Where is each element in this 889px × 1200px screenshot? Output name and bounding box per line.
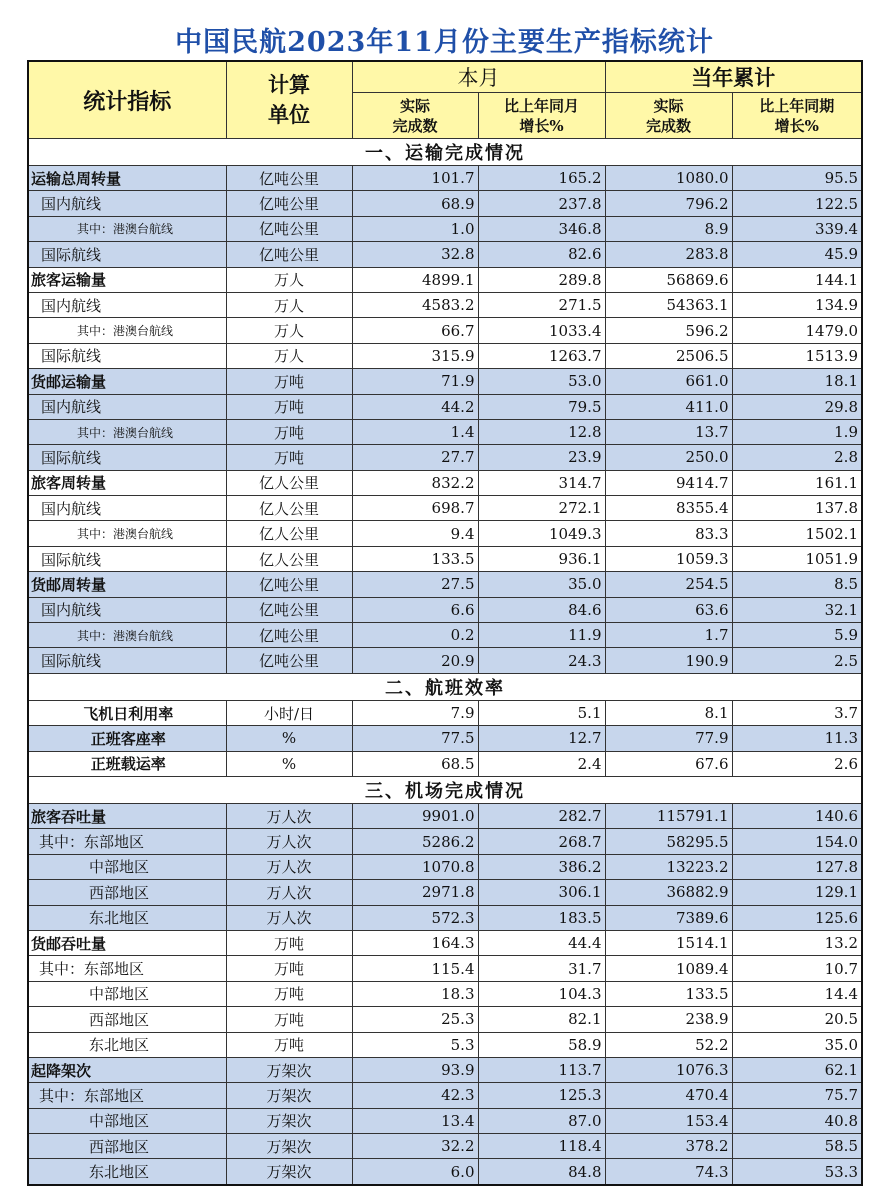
month-actual-cell: 25.3 — [352, 1007, 478, 1032]
month-growth-cell: 1033.4 — [478, 318, 605, 343]
unit-cell: 亿吨公里 — [226, 648, 352, 673]
month-actual-cell: 1070.8 — [352, 854, 478, 879]
month-growth-cell: 386.2 — [478, 854, 605, 879]
ytd-growth-cell: 1.9 — [732, 419, 862, 444]
ytd-growth-cell: 95.5 — [732, 166, 862, 191]
indicator-cell: 东北地区 — [28, 1159, 226, 1185]
ytd-actual-cell: 13.7 — [605, 419, 732, 444]
indicator-cell: 国际航线 — [28, 343, 226, 368]
ytd-growth-cell: 144.1 — [732, 267, 862, 292]
ytd-growth-cell: 18.1 — [732, 369, 862, 394]
unit-cell: 万架次 — [226, 1134, 352, 1159]
ytd-actual-cell: 190.9 — [605, 648, 732, 673]
month-actual-cell: 27.5 — [352, 572, 478, 597]
unit-cell: 万人次 — [226, 905, 352, 930]
table-row — [28, 267, 862, 292]
unit-cell: 亿吨公里 — [226, 242, 352, 267]
header-month-actual-line1: 实际 — [399, 96, 430, 115]
table-row — [28, 1057, 862, 1082]
month-growth-cell: 87.0 — [478, 1108, 605, 1133]
indicator-cell: 运输总周转量 — [28, 166, 226, 191]
unit-cell: 万吨 — [226, 419, 352, 444]
header-month-actual-line2: 完成数 — [392, 116, 438, 135]
table-row — [28, 854, 862, 879]
month-growth-cell: 282.7 — [478, 803, 605, 828]
ytd-growth-cell: 32.1 — [732, 597, 862, 622]
ytd-growth-cell: 45.9 — [732, 242, 862, 267]
unit-cell: 小时/日 — [226, 700, 352, 725]
unit-cell: 万吨 — [226, 445, 352, 470]
section-header-row — [28, 139, 862, 166]
ytd-actual-cell: 470.4 — [605, 1083, 732, 1108]
ytd-growth-cell: 5.9 — [732, 623, 862, 648]
ytd-actual-cell: 153.4 — [605, 1108, 732, 1133]
indicator-cell: 其中：港澳台航线 — [28, 419, 226, 444]
indicator-cell: 正班载运率 — [28, 751, 226, 776]
indicator-cell: 飞机日利用率 — [28, 700, 226, 725]
unit-cell: 万吨 — [226, 1032, 352, 1057]
table-row — [28, 880, 862, 905]
unit-cell: 万人 — [226, 292, 352, 317]
month-growth-cell: 314.7 — [478, 470, 605, 495]
ytd-actual-cell: 36882.9 — [605, 880, 732, 905]
month-growth-cell: 272.1 — [478, 496, 605, 521]
header-ytd-growth-line1: 比上年同期 — [759, 96, 835, 115]
table-row — [28, 1007, 862, 1032]
unit-cell: 亿吨公里 — [226, 597, 352, 622]
month-actual-cell: 4583.2 — [352, 292, 478, 317]
ytd-growth-cell: 10.7 — [732, 956, 862, 981]
table-row — [28, 521, 862, 546]
unit-cell: 万吨 — [226, 981, 352, 1006]
unit-cell: 万人 — [226, 267, 352, 292]
ytd-actual-cell: 74.3 — [605, 1159, 732, 1185]
unit-cell: 万人次 — [226, 829, 352, 854]
unit-cell: 亿人公里 — [226, 496, 352, 521]
ytd-growth-cell: 127.8 — [732, 854, 862, 879]
month-growth-cell: 346.8 — [478, 216, 605, 241]
ytd-growth-cell: 2.8 — [732, 445, 862, 470]
table-row — [28, 292, 862, 317]
unit-cell: 万架次 — [226, 1083, 352, 1108]
month-actual-cell: 5.3 — [352, 1032, 478, 1057]
month-actual-cell: 9901.0 — [352, 803, 478, 828]
indicator-cell: 其中：东部地区 — [28, 956, 226, 981]
table-row — [28, 803, 862, 828]
ytd-actual-cell: 238.9 — [605, 1007, 732, 1032]
ytd-actual-cell: 58295.5 — [605, 829, 732, 854]
month-growth-cell: 2.4 — [478, 751, 605, 776]
table-row — [28, 751, 862, 776]
month-actual-cell: 315.9 — [352, 343, 478, 368]
unit-cell: 亿吨公里 — [226, 191, 352, 216]
indicator-cell: 中部地区 — [28, 981, 226, 1006]
month-growth-cell: 104.3 — [478, 981, 605, 1006]
month-actual-cell: 93.9 — [352, 1057, 478, 1082]
ytd-growth-cell: 11.3 — [732, 726, 862, 751]
ytd-actual-cell: 378.2 — [605, 1134, 732, 1159]
header-month-actual — [352, 93, 478, 139]
table-row — [28, 1108, 862, 1133]
unit-cell: 万架次 — [226, 1057, 352, 1082]
ytd-actual-cell: 133.5 — [605, 981, 732, 1006]
month-growth-cell: 84.8 — [478, 1159, 605, 1185]
ytd-actual-cell: 411.0 — [605, 394, 732, 419]
month-growth-cell: 1049.3 — [478, 521, 605, 546]
month-actual-cell: 44.2 — [352, 394, 478, 419]
indicator-cell: 其中：东部地区 — [28, 829, 226, 854]
ytd-growth-cell: 58.5 — [732, 1134, 862, 1159]
indicator-cell: 中部地区 — [28, 854, 226, 879]
table-row — [28, 445, 862, 470]
ytd-actual-cell: 1076.3 — [605, 1057, 732, 1082]
ytd-actual-cell: 661.0 — [605, 369, 732, 394]
indicator-cell: 其中：港澳台航线 — [28, 216, 226, 241]
month-actual-cell: 164.3 — [352, 930, 478, 955]
indicator-cell: 国际航线 — [28, 546, 226, 571]
indicator-cell: 其中：港澳台航线 — [28, 318, 226, 343]
ytd-actual-cell: 83.3 — [605, 521, 732, 546]
section-header-row — [28, 673, 862, 700]
month-growth-cell: 53.0 — [478, 369, 605, 394]
month-actual-cell: 1.0 — [352, 216, 478, 241]
ytd-growth-cell: 29.8 — [732, 394, 862, 419]
ytd-actual-cell: 254.5 — [605, 572, 732, 597]
month-actual-cell: 77.5 — [352, 726, 478, 751]
section-header-row — [28, 776, 862, 803]
table-row — [28, 242, 862, 267]
indicator-cell: 国内航线 — [28, 496, 226, 521]
month-growth-cell: 79.5 — [478, 394, 605, 419]
header-ytd: 当年累计 — [605, 61, 862, 93]
unit-cell: 万人 — [226, 318, 352, 343]
indicator-cell: 其中：港澳台航线 — [28, 521, 226, 546]
ytd-growth-cell: 1502.1 — [732, 521, 862, 546]
unit-cell: 万人次 — [226, 880, 352, 905]
unit-cell: 亿人公里 — [226, 546, 352, 571]
ytd-actual-cell: 77.9 — [605, 726, 732, 751]
ytd-growth-cell: 339.4 — [732, 216, 862, 241]
indicator-cell: 西部地区 — [28, 880, 226, 905]
ytd-actual-cell: 250.0 — [605, 445, 732, 470]
indicator-cell: 中部地区 — [28, 1108, 226, 1133]
month-actual-cell: 4899.1 — [352, 267, 478, 292]
table-row — [28, 546, 862, 571]
month-actual-cell: 698.7 — [352, 496, 478, 521]
unit-cell: 万人 — [226, 343, 352, 368]
unit-cell: 万人次 — [226, 854, 352, 879]
month-actual-cell: 6.6 — [352, 597, 478, 622]
table-row — [28, 1083, 862, 1108]
month-growth-cell: 82.6 — [478, 242, 605, 267]
ytd-growth-cell: 75.7 — [732, 1083, 862, 1108]
ytd-growth-cell: 3.7 — [732, 700, 862, 725]
month-growth-cell: 44.4 — [478, 930, 605, 955]
month-actual-cell: 1.4 — [352, 419, 478, 444]
unit-cell: 万人次 — [226, 803, 352, 828]
indicator-cell: 国际航线 — [28, 242, 226, 267]
ytd-actual-cell: 63.6 — [605, 597, 732, 622]
table-row — [28, 191, 862, 216]
month-actual-cell: 68.5 — [352, 751, 478, 776]
table-row — [28, 496, 862, 521]
table-row — [28, 216, 862, 241]
ytd-actual-cell: 1080.0 — [605, 166, 732, 191]
month-actual-cell: 2971.8 — [352, 880, 478, 905]
ytd-actual-cell: 115791.1 — [605, 803, 732, 828]
indicator-cell: 起降架次 — [28, 1057, 226, 1082]
section-title: 一、运输完成情况 — [28, 139, 862, 166]
indicator-cell: 国际航线 — [28, 648, 226, 673]
ytd-growth-cell: 161.1 — [732, 470, 862, 495]
month-actual-cell: 32.8 — [352, 242, 478, 267]
month-growth-cell: 936.1 — [478, 546, 605, 571]
month-growth-cell: 268.7 — [478, 829, 605, 854]
month-actual-cell: 18.3 — [352, 981, 478, 1006]
month-actual-cell: 115.4 — [352, 956, 478, 981]
ytd-growth-cell: 14.4 — [732, 981, 862, 1006]
ytd-growth-cell: 2.6 — [732, 751, 862, 776]
month-actual-cell: 6.0 — [352, 1159, 478, 1185]
unit-cell: 万吨 — [226, 956, 352, 981]
ytd-actual-cell: 596.2 — [605, 318, 732, 343]
ytd-actual-cell: 1059.3 — [605, 546, 732, 571]
ytd-actual-cell: 67.6 — [605, 751, 732, 776]
ytd-growth-cell: 125.6 — [732, 905, 862, 930]
month-actual-cell: 5286.2 — [352, 829, 478, 854]
statistics-table — [27, 60, 863, 1186]
header-month-growth-line2: 增长% — [519, 116, 564, 135]
unit-cell: % — [226, 726, 352, 751]
ytd-actual-cell: 283.8 — [605, 242, 732, 267]
unit-cell: 万吨 — [226, 394, 352, 419]
table-row — [28, 419, 862, 444]
month-actual-cell: 7.9 — [352, 700, 478, 725]
table-row — [28, 829, 862, 854]
month-actual-cell: 71.9 — [352, 369, 478, 394]
header-ytd-actual-line1: 实际 — [653, 96, 684, 115]
unit-cell: 亿吨公里 — [226, 166, 352, 191]
month-growth-cell: 5.1 — [478, 700, 605, 725]
table-row — [28, 623, 862, 648]
unit-cell: 万架次 — [226, 1108, 352, 1133]
table-row — [28, 930, 862, 955]
indicator-cell: 国内航线 — [28, 191, 226, 216]
month-growth-cell: 11.9 — [478, 623, 605, 648]
table-row — [28, 726, 862, 751]
indicator-cell: 国内航线 — [28, 597, 226, 622]
month-actual-cell: 66.7 — [352, 318, 478, 343]
month-actual-cell: 20.9 — [352, 648, 478, 673]
ytd-actual-cell: 7389.6 — [605, 905, 732, 930]
table-row — [28, 905, 862, 930]
unit-cell: 亿吨公里 — [226, 623, 352, 648]
ytd-actual-cell: 1514.1 — [605, 930, 732, 955]
header-month-growth-line1: 比上年同月 — [503, 96, 579, 115]
table-row — [28, 1032, 862, 1057]
ytd-growth-cell: 53.3 — [732, 1159, 862, 1185]
unit-cell: 万吨 — [226, 1007, 352, 1032]
month-growth-cell: 12.8 — [478, 419, 605, 444]
ytd-actual-cell: 54363.1 — [605, 292, 732, 317]
month-growth-cell: 1263.7 — [478, 343, 605, 368]
header-month-growth — [478, 93, 605, 139]
month-growth-cell: 237.8 — [478, 191, 605, 216]
header-ytd-actual-line2: 完成数 — [645, 116, 691, 135]
month-growth-cell: 23.9 — [478, 445, 605, 470]
ytd-growth-cell: 2.5 — [732, 648, 862, 673]
indicator-cell: 旅客吞吐量 — [28, 803, 226, 828]
ytd-growth-cell: 137.8 — [732, 496, 862, 521]
month-growth-cell: 118.4 — [478, 1134, 605, 1159]
month-growth-cell: 125.3 — [478, 1083, 605, 1108]
month-actual-cell: 101.7 — [352, 166, 478, 191]
ytd-actual-cell: 9414.7 — [605, 470, 732, 495]
indicator-cell: 东北地区 — [28, 905, 226, 930]
indicator-cell: 其中：东部地区 — [28, 1083, 226, 1108]
ytd-actual-cell: 8.1 — [605, 700, 732, 725]
unit-cell: % — [226, 751, 352, 776]
month-actual-cell: 42.3 — [352, 1083, 478, 1108]
header-unit-line1: 计算 — [268, 72, 310, 97]
indicator-cell: 货邮周转量 — [28, 572, 226, 597]
table-row — [28, 981, 862, 1006]
indicator-cell: 旅客运输量 — [28, 267, 226, 292]
table-row — [28, 394, 862, 419]
unit-cell: 亿人公里 — [226, 470, 352, 495]
indicator-cell: 正班客座率 — [28, 726, 226, 751]
page-title: 中国民航2023年11月份主要生产指标统计 — [175, 27, 714, 58]
header-ytd-growth-line2: 增长% — [774, 116, 819, 135]
indicator-cell: 国内航线 — [28, 394, 226, 419]
unit-cell: 万架次 — [226, 1159, 352, 1185]
unit-cell: 万吨 — [226, 930, 352, 955]
month-growth-cell: 31.7 — [478, 956, 605, 981]
indicator-cell: 西部地区 — [28, 1007, 226, 1032]
month-actual-cell: 832.2 — [352, 470, 478, 495]
section-title: 三、机场完成情况 — [28, 776, 862, 803]
ytd-actual-cell: 52.2 — [605, 1032, 732, 1057]
table-row — [28, 369, 862, 394]
ytd-growth-cell: 20.5 — [732, 1007, 862, 1032]
indicator-cell: 国内航线 — [28, 292, 226, 317]
ytd-actual-cell: 1089.4 — [605, 956, 732, 981]
ytd-growth-cell: 8.5 — [732, 572, 862, 597]
indicator-cell: 货邮运输量 — [28, 369, 226, 394]
month-growth-cell: 289.8 — [478, 267, 605, 292]
indicator-cell: 其中：港澳台航线 — [28, 623, 226, 648]
month-actual-cell: 133.5 — [352, 546, 478, 571]
month-growth-cell: 84.6 — [478, 597, 605, 622]
month-actual-cell: 68.9 — [352, 191, 478, 216]
table-body — [28, 139, 862, 1185]
header-unit-line2: 单位 — [268, 102, 310, 127]
month-growth-cell: 12.7 — [478, 726, 605, 751]
header-unit — [226, 61, 352, 139]
indicator-cell: 旅客周转量 — [28, 470, 226, 495]
ytd-growth-cell: 1513.9 — [732, 343, 862, 368]
month-growth-cell: 183.5 — [478, 905, 605, 930]
ytd-actual-cell: 56869.6 — [605, 267, 732, 292]
ytd-actual-cell: 13223.2 — [605, 854, 732, 879]
month-actual-cell: 572.3 — [352, 905, 478, 930]
ytd-growth-cell: 154.0 — [732, 829, 862, 854]
table-row — [28, 597, 862, 622]
ytd-growth-cell: 35.0 — [732, 1032, 862, 1057]
month-growth-cell: 24.3 — [478, 648, 605, 673]
indicator-cell: 西部地区 — [28, 1134, 226, 1159]
ytd-actual-cell: 2506.5 — [605, 343, 732, 368]
month-actual-cell: 27.7 — [352, 445, 478, 470]
header-ytd-growth — [732, 93, 862, 139]
ytd-actual-cell: 8355.4 — [605, 496, 732, 521]
table-row — [28, 648, 862, 673]
month-growth-cell: 35.0 — [478, 572, 605, 597]
ytd-growth-cell: 129.1 — [732, 880, 862, 905]
indicator-cell: 国际航线 — [28, 445, 226, 470]
table-row — [28, 1134, 862, 1159]
header-indicator: 统计指标 — [28, 61, 226, 139]
header-month: 本月 — [352, 61, 605, 93]
month-growth-cell: 165.2 — [478, 166, 605, 191]
unit-cell: 亿吨公里 — [226, 216, 352, 241]
ytd-growth-cell: 62.1 — [732, 1057, 862, 1082]
unit-cell: 亿人公里 — [226, 521, 352, 546]
ytd-growth-cell: 134.9 — [732, 292, 862, 317]
ytd-actual-cell: 796.2 — [605, 191, 732, 216]
ytd-growth-cell: 140.6 — [732, 803, 862, 828]
table-row — [28, 470, 862, 495]
ytd-actual-cell: 1.7 — [605, 623, 732, 648]
month-growth-cell: 113.7 — [478, 1057, 605, 1082]
month-actual-cell: 32.2 — [352, 1134, 478, 1159]
table-row — [28, 318, 862, 343]
month-growth-cell: 58.9 — [478, 1032, 605, 1057]
month-growth-cell: 82.1 — [478, 1007, 605, 1032]
table-row — [28, 1159, 862, 1185]
ytd-growth-cell: 13.2 — [732, 930, 862, 955]
header-ytd-actual — [605, 93, 732, 139]
month-actual-cell: 0.2 — [352, 623, 478, 648]
section-title: 二、航班效率 — [28, 673, 862, 700]
ytd-growth-cell: 1479.0 — [732, 318, 862, 343]
ytd-growth-cell: 1051.9 — [732, 546, 862, 571]
month-growth-cell: 306.1 — [478, 880, 605, 905]
month-actual-cell: 9.4 — [352, 521, 478, 546]
month-actual-cell: 13.4 — [352, 1108, 478, 1133]
ytd-growth-cell: 40.8 — [732, 1108, 862, 1133]
table-row — [28, 700, 862, 725]
table-row — [28, 956, 862, 981]
table-row — [28, 343, 862, 368]
indicator-cell: 货邮吞吐量 — [28, 930, 226, 955]
month-growth-cell: 271.5 — [478, 292, 605, 317]
ytd-growth-cell: 122.5 — [732, 191, 862, 216]
unit-cell: 万吨 — [226, 369, 352, 394]
indicator-cell: 东北地区 — [28, 1032, 226, 1057]
table-row — [28, 166, 862, 191]
table-row — [28, 572, 862, 597]
unit-cell: 亿吨公里 — [226, 572, 352, 597]
ytd-actual-cell: 8.9 — [605, 216, 732, 241]
